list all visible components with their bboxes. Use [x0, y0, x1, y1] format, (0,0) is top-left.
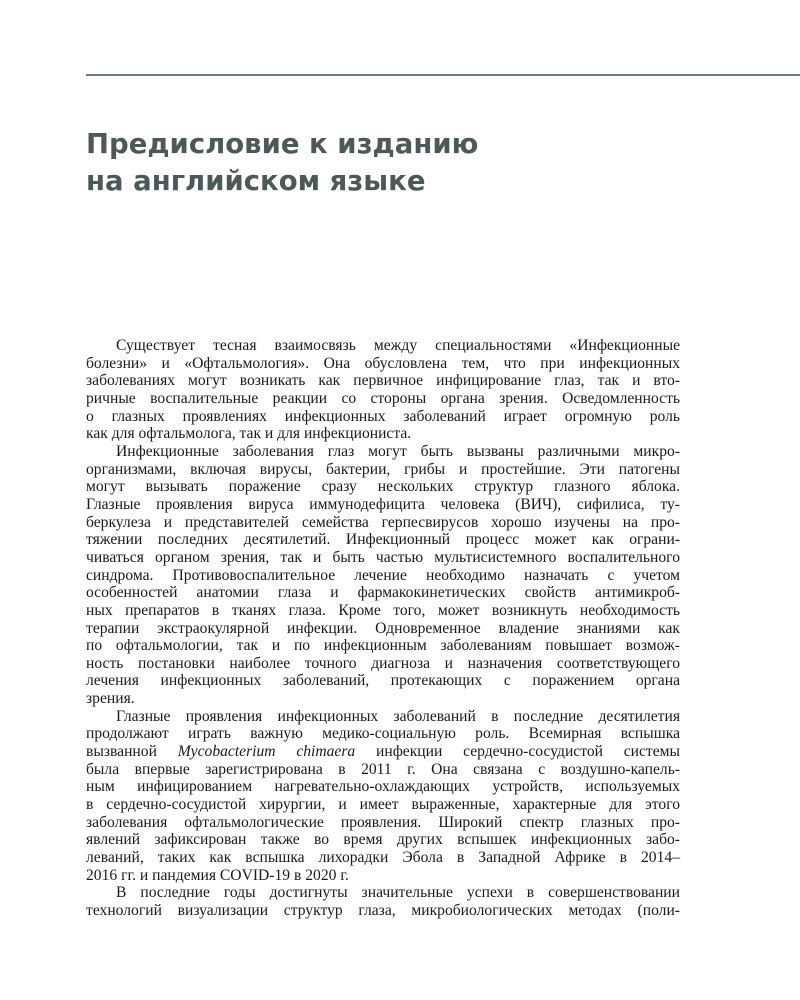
text-line: болезни» и «Офтальмология». Она обусловлена тем, что при инфекционных — [86, 354, 680, 372]
paragraph-4 — [86, 884, 680, 919]
text-line: как для офтальмолога, так и для инфекциониста. — [86, 425, 412, 443]
text-fragment: инфекции сердечно-сосудистой системы — [376, 743, 680, 761]
text-line: продолжают играть важную медико-социальную роль. Всемирная вспышка — [86, 725, 680, 743]
chapter-title-line-2: на английском языке — [86, 165, 426, 197]
text-line-with-term — [86, 743, 680, 761]
text-line: заболеваниях могут возникать как первичное инфицирование глаз, так и вто- — [86, 372, 680, 390]
text-line: лечения инфекционных заболеваний, протекающих с поражением органа — [86, 672, 680, 690]
paragraph-3 — [86, 708, 680, 885]
text-line: синдрома. Противовоспалительное лечение необходимо назначать с учетом — [86, 566, 680, 584]
text-fragment: вызванной — [86, 743, 178, 761]
text-line: В последние годы достигнуты значительные успехи в совершенствовании — [116, 884, 680, 902]
text-line: Существует тесная взаимосвязь между специальностями «Инфекционные — [116, 337, 680, 354]
text-line: беркулеза и представителей семейства герпесвирусов хорошо изучены на про- — [86, 513, 680, 531]
text-line: в сердечно-сосудистой хирургии, и имеет выраженные, характерные для этого — [86, 796, 680, 814]
text-line: могут вызывать поражение сразу нескольких структур глазного яблока. — [86, 478, 680, 496]
text-line: Инфекционные заболевания глаз могут быть вызваны различными микро- — [116, 442, 680, 460]
paragraph-2 — [86, 443, 680, 708]
text-line: зрения. — [86, 690, 135, 708]
body-text — [86, 337, 680, 920]
text-line: чиваться органом зрения, так и быть частью мультисистемного воспалительного — [86, 548, 680, 566]
text-line: ных препаратов в тканях глаза. Кроме того, может возникнуть необходимость — [86, 601, 680, 619]
top-rule — [86, 74, 800, 76]
text-line: особенностей анатомии глаза и фармакокинетических свойств антимикроб- — [86, 584, 680, 602]
text-line: явлений зафиксирован также во время других вспышек инфекционных забо- — [86, 831, 680, 849]
text-line: 2016 гг. и пандемия COVID-19 в 2020 г. — [86, 866, 349, 884]
chapter-title-line-1: Предисловие к изданию — [86, 128, 479, 160]
text-line: организмами, включая вирусы, бактерии, грибы и простейшие. Эти патогены — [86, 460, 680, 478]
text-line: ность постановки наиболее точного диагноза и назначения соответствующего — [86, 654, 680, 672]
text-line: по офтальмологии, так и по инфекционным заболеваниям повышает возмож- — [86, 637, 680, 655]
text-line: леваний, таких как вспышка лихорадки Эбола в Западной Африке в 2014– — [86, 849, 680, 867]
text-line: Глазные проявления инфекционных заболеваний в последние десятилетия — [116, 707, 680, 725]
text-line: ным инфицированием нагревательно-охлаждающих устройств, используемых — [86, 778, 680, 796]
paragraph-1 — [86, 337, 680, 443]
text-line: ричные воспалительные реакции со стороны органа зрения. Осведомленность — [86, 389, 680, 407]
text-line: была впервые зарегистрирована в 2011 г. Она связана с воздушно-капель- — [86, 760, 680, 778]
text-line: тяжении последних десятилетий. Инфекционный процесс может как ограни- — [86, 531, 680, 549]
text-line: заболевания офтальмологические проявления. Широкий спектр глазных про- — [86, 813, 680, 831]
chapter-title — [86, 126, 478, 200]
italic-term: Mycobacterium chimaera — [177, 743, 356, 761]
text-line: технологий визуализации структур глаза, микробиологических методах (поли- — [86, 902, 680, 919]
text-line: терапии экстраокулярной инфекции. Одновременное владение знаниями как — [86, 619, 680, 637]
text-line: Глазные проявления вируса иммунодефицита человека (ВИЧ), сифилиса, ту- — [86, 495, 680, 513]
text-line: о глазных проявлениях инфекционных заболеваний играет огромную роль — [86, 407, 680, 425]
